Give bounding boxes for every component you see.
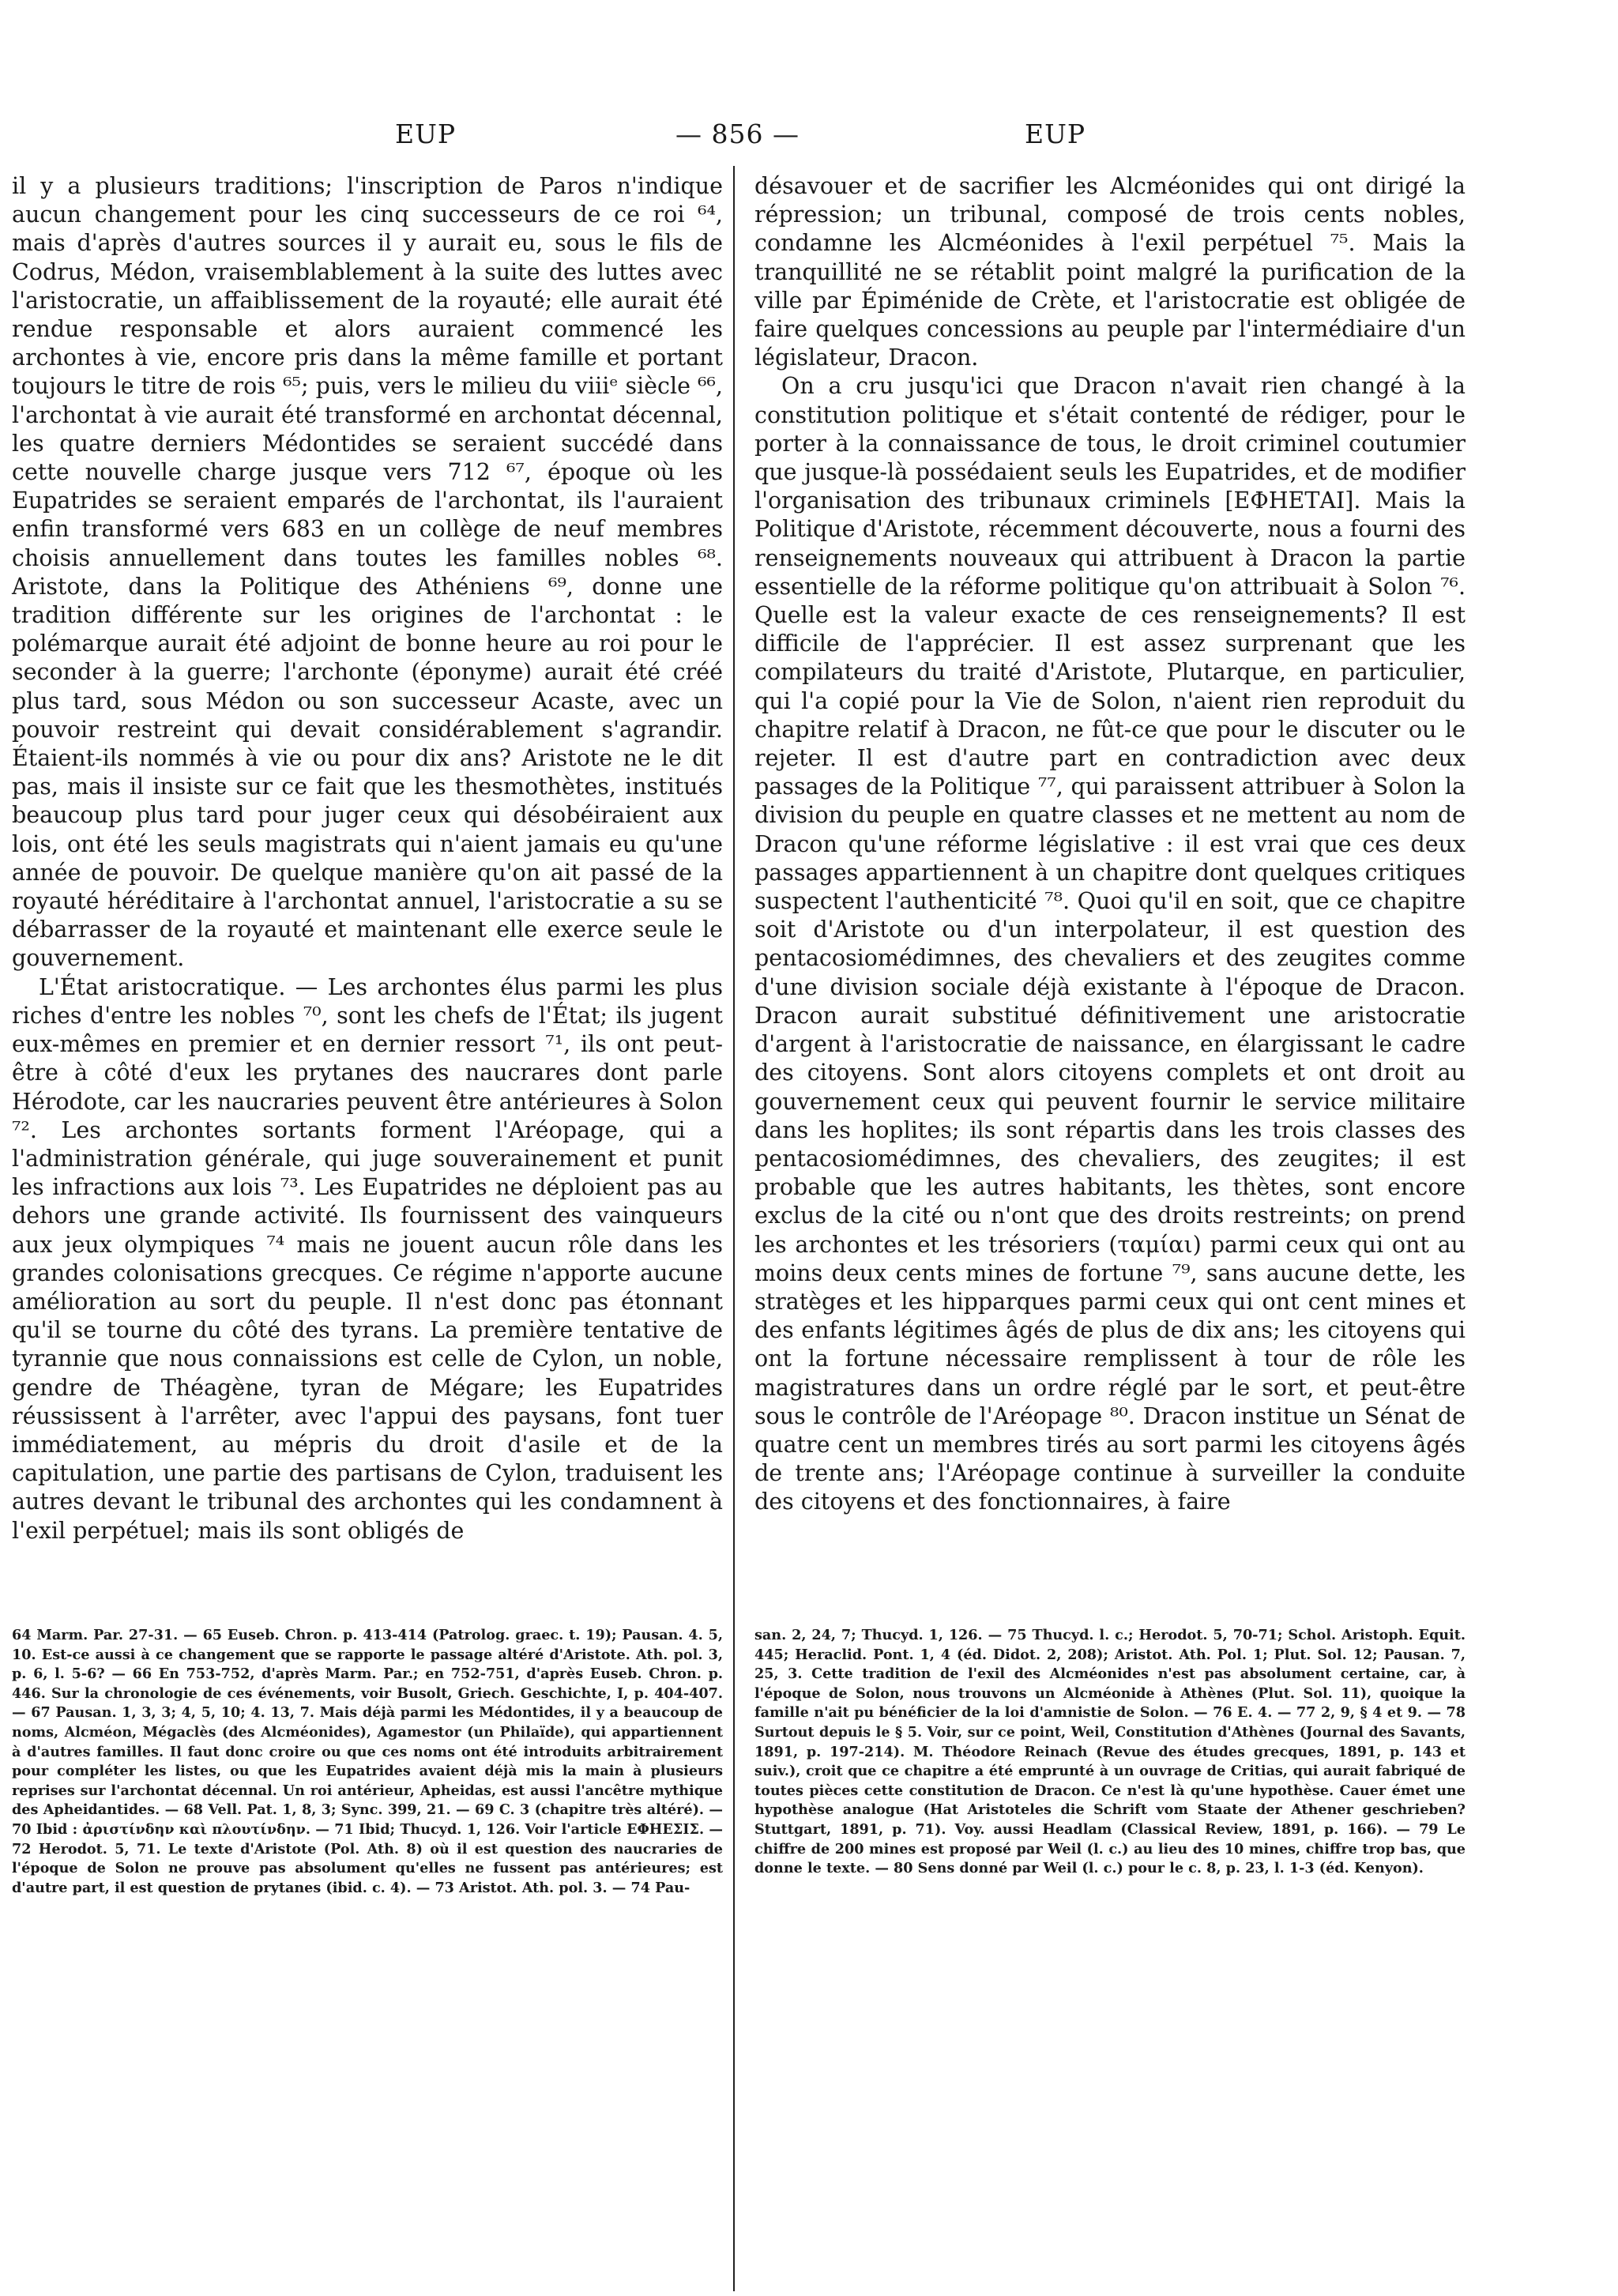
right-paragraph-1: désavouer et de sacrifier les Alcméonides qui ont dirigé la répression; un tribunal, composé de trois cents nobles, condamne les Alcméonides à l'exil perpétuel ⁷⁵. Mais la tranquillité ne se rétablit point malgré la purification de la ville par Épiménide de Crète, et l'aristocratie est obligée de faire quelques concessions au peuple par l'intermédiaire d'un législateur, Dracon. [754,173,1466,371]
left-paragraph-1: il y a plusieurs traditions; l'inscription de Paros n'indique aucun changement pour les cinq successeurs de ce roi ⁶⁴, mais d'après d'autres sources il y aurait eu, sous le fils de Codrus, Médon, vraisemblablement à la suite des luttes avec l'aristocratie, un affaiblissement de la royauté; elle aurait été rendue responsable et alors auraient commencé les archontes à vie, encore pris dans la même famille et portant toujours le titre de rois ⁶⁵; puis, vers le milieu du viiiᵉ siècle ⁶⁶, l'archontat à vie aurait été transformé en archontat décennal, les quatre derniers Médontides se seraient succédé dans cette nouvelle charge jusque vers 712 ⁶⁷, époque où les Eupatrides se seraient emparés de l'archontat, ils l'auraient enfin transformé vers 683 en un collège de neuf membres choisis annuellement dans toutes les familles nobles ⁶⁸. Aristote, dans la Politique des Athéniens ⁶⁹, donne une tradition différente sur les origines de l'archontat : le polémarque aurait été adjoint de bonne heure au roi pour le seconder à la guerre; l'archonte (éponyme) aurait été créé plus tard, sous Médon ou son successeur Acaste, avec un pouvoir restreint qui devait considérablement s'agrandir. Étaient-ils nommés à vie ou pour dix ans? Aristote ne le dit pas, mais il insiste sur ce fait que les thesmothètes, institués beaucoup plus tard pour juger ceux qui désobéiraient aux lois, ont été les seuls magistrats qui n'aient jamais eu qu'une année de pouvoir. De quelque manière qu'on ait passé de la royauté héréditaire à l'archontat annuel, l'aristocratie a su se débarrasser de la royauté et maintenant elle exerce seule le gouvernement. [12,173,723,972]
right-footnotes-text: san. 2, 24, 7; Thucyd. 1, 126. — 75 Thucyd. l. c.; Herodot. 5, 70-71; Schol. Aristoph. Equit. 445; Heraclid. Pont. 1, 4 (éd. Didot. 2, 208); Aristot. Ath. Pol. 1; Plut. Sol. 12; Pausan. 7, 25, 3. Cette tradition de l'exil des Alcméonides n'est pas absolument certaine, car, à l'époque de Solon, nous trouvons un Alcméonide à Athènes (Plut. Sol. 11), quoique la famille n'ait pu bénéficier de la loi d'amnistie de Solon. — 76 E. 4. — 77 2, 9, § 4 et 9. — 78 Surtout depuis le § 5. Voir, sur ce point, Weil, Constitution d'Athènes (Journal des Savants, 1891, p. 197-214). M. Théodore Reinach (Revue des études grecques, 1891, p. 143 et suiv.), croit que ce chapitre a été emprunté à un ouvrage de Critias, qui aurait fabriqué de toutes pièces cette constitution de Dracon. Ce n'est là qu'une hypothèse. Cauer émet une hypothèse analogue (Hat Aristoteles die Schrift vom Staate der Athener geschrieben? Stuttgart, 1891, p. 71). Voy. aussi Headlam (Classical Review, 1891, p. 166). — 79 Le chiffre de 200 mines est proposé par Weil (l. c.) au lieu des 10 mines, chiffre trop bas, que donne le texte. — 80 Sens donné par Weil (l. c.) pour le c. 8, p. 23, l. 1-3 (éd. Kenyon). [754,1627,1466,1877]
running-head-right: EUP [1025,119,1086,149]
left-footnotes-text: 64 Marm. Par. 27-31. — 65 Euseb. Chron. p. 413-414 (Patrolog. graec. t. 19); Pausan. 4. 5, 10. Est-ce aussi à ce changement que se rapporte le passage altéré d'Aristote. Ath. pol. 3, p. 6, l. 5-6? — 66 En 753-752, d'après Marm. Par.; en 752-751, d'après Euseb. Chron. p. 446. Sur la chronologie de ces événements, voir Busolt, Griech. Geschichte, I, p. 404-407. — 67 Pausan. 1, 3, 3; 4, 5, 10; 4. 13, 7. Mais déjà parmi les Médontides, il y a beaucoup de noms, Alcméon, Mégaclès (des Alcméonides), Agamestor (un Philaïde), qui appartiennent à d'autres familles. Il faut donc croire ou que ces noms ont été introduits arbitrairement pour compléter les listes, ou que les Eupatrides avaient déjà mis la main à plusieurs reprises sur l'archontat décennal. Un roi antérieur, Apheidas, est aussi l'ancêtre mythique des Apheidantides. — 68 Vell. Pat. 1, 8, 3; Sync. 399, 21. — 69 C. 3 (chapitre très altéré). — 70 Ibid : ἀριστίνδην καὶ πλουτίνδην. — 71 Ibid; Thucyd. 1, 126. Voir l'article ΕΦΗΕΣΙΣ. — 72 Herodot. 5, 71. Le texte d'Aristote (Pol. Ath. 8) où il est question des naucraries de l'époque de Solon ne prouve pas absolument qu'elles ne fussent pas antérieures; est d'autre part, il est question de prytanes (ibid. c. 4). — 73 Aristot. Ath. pol. 3. — 74 Pau- [12,1627,723,1896]
right-paragraph-2: On a cru jusqu'ici que Dracon n'avait rien changé à la constitution politique et s'était contenté de rédiger, pour le porter à la connaissance de tous, le droit criminel coutumier que jusque-là possédaient seuls les Eupatrides, et de modifier l'organisation des tribunaux criminels [ΕΦΗΕΤΑΙ]. Mais la Politique d'Aristote, récemment découverte, nous a fourni des renseignements nouveaux qui attribuent à Dracon la partie essentielle de la réforme politique qu'on attribuait à Solon ⁷⁶. Quelle est la valeur exacte de ces renseignements? Il est difficile de l'apprécier. Il est assez surprenant que les compilateurs du traité d'Aristote, Plutarque, en particulier, qui l'a copié pour la Vie de Solon, n'aient rien reproduit du chapitre relatif à Dracon, ne fût-ce que pour le discuter ou le rejeter. Il est d'autre part en contradiction avec deux passages de la Politique ⁷⁷, qui paraissent attribuer à Solon la division du peuple en quatre classes et ne mettent au nom de Dracon qu'une réforme législative : il est vrai que ces deux passages appartiennent à un chapitre dont quelques critiques suspectent l'authenticité ⁷⁸. Quoi qu'il en soit, que ce chapitre soit d'Aristote ou d'un interpolateur, il est question des pentacosiomédimnes, des chevaliers et des zeugites comme d'une division sociale déjà existante à l'époque de Dracon. Dracon aurait substitué définitivement une aristocratie d'argent à l'aristocratie de naissance, en élargissant le cadre des citoyens. Sont alors citoyens complets et ont droit au gouvernement ceux qui peuvent fournir le service militaire dans les hoplites; ils sont répartis dans les trois classes des pentacosiomédimnes, des chevaliers, des zeugites; il est probable que les autres habitants, les thètes, sont encore exclus de la cité ou n'ont que des droits restreints; on prend les archontes et les trésoriers (ταμίαι) parmi ceux qui ont au moins deux cents mines de fortune ⁷⁹, sans aucune dette, les stratèges et les hipparques parmi ceux qui ont cent mines et des enfants légitimes âgés de plus de dix ans; les citoyens qui ont la fortune nécessaire remplissent à tour de rôle les magistratures dans un ordre réglé par le sort, et peut-être sous le contrôle de l'Aréopage ⁸⁰. Dracon institue un Sénat de quatre cent un membres tirés au sort parmi les citoyens âgés de trente ans; l'Aréopage continue à surveiller la conduite des citoyens et des fonctionnaires, à faire [754,373,1466,1515]
column-divider [733,166,735,2291]
left-footnotes [12,1626,723,1898]
running-head-left: EUP [395,119,457,149]
right-column [754,172,1466,1517]
left-column [12,172,723,1545]
right-footnotes [754,1626,1466,1879]
left-paragraph-2: L'État aristocratique. — Les archontes élus parmi les plus riches d'entre les nobles ⁷⁰, sont les chefs de l'État; ils jugent eux-mêmes en premier et en dernier ressort ⁷¹, ils ont peut-être à côté d'eux les prytanes des naucrares dont parle Hérodote, car les naucraries peuvent être antérieures à Solon ⁷². Les archontes sortants forment l'Aréopage, qui a l'administration générale, qui juge souverainement et punit les infractions aux lois ⁷³. Les Eupatrides ne déploient pas au dehors une grande activité. Ils fournissent des vainqueurs aux jeux olympiques ⁷⁴ mais ne jouent aucun rôle dans les grandes colonisations grecques. Ce régime n'apporte aucune amélioration au sort du peuple. Il n'est donc pas étonnant qu'il se tourne du côté des tyrans. La première tentative de tyrannie que nous connaissions est celle de Cylon, un noble, gendre de Théagène, tyran de Mégare; les Eupatrides réussissent à l'arrêter, avec l'appui des paysans, font tuer immédiatement, au mépris du droit d'asile et de la capitulation, une partie des partisans de Cylon, traduisent les autres devant le tribunal des archontes qui les condamnent à l'exil perpétuel; mais ils sont obligés de [12,973,723,1544]
page-number: — 856 — [675,119,800,149]
